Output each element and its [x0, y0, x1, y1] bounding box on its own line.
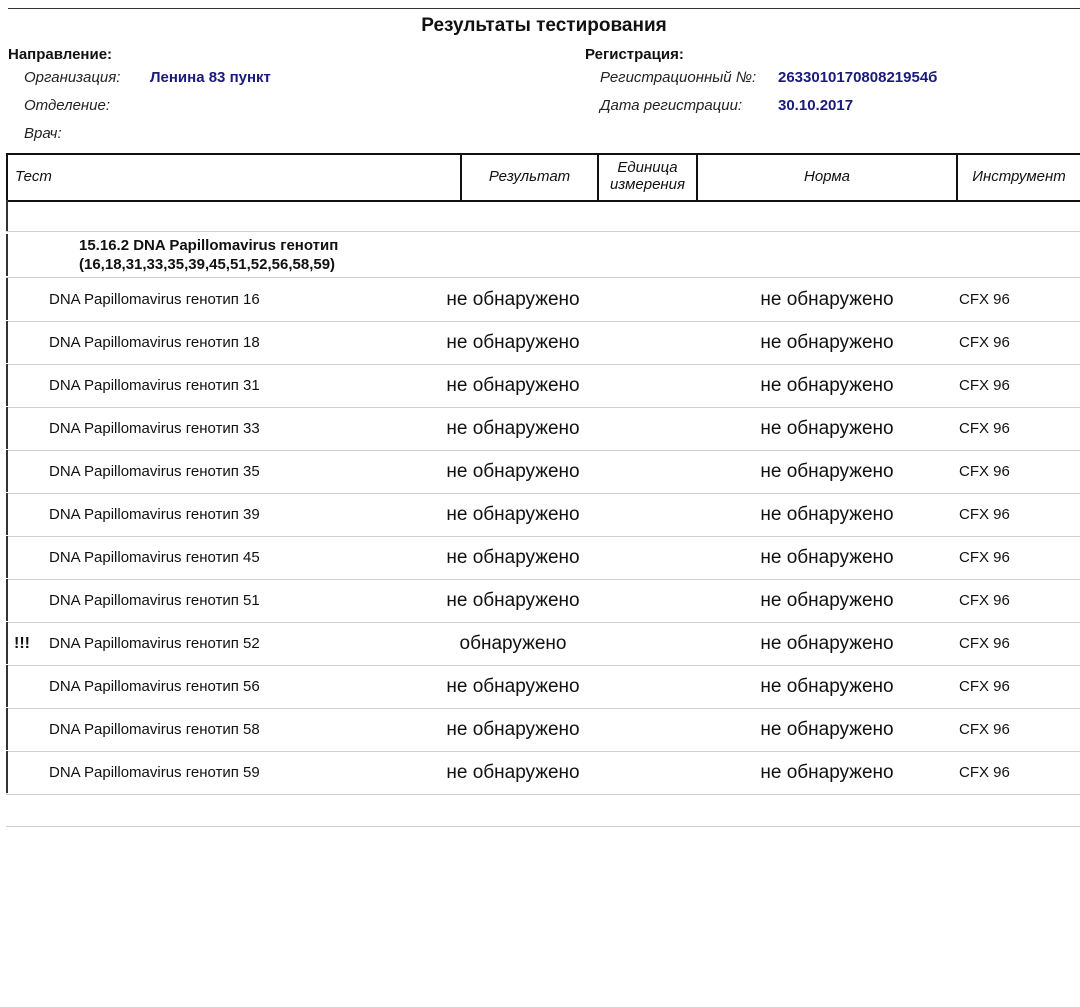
test-instrument: CFX 96: [959, 420, 1010, 437]
registration-number-label: Регистрационный №:: [600, 69, 757, 86]
row-left-border: [6, 364, 8, 406]
test-norm: не обнаружено: [760, 332, 894, 353]
test-name: DNA Papillomavirus генотип 33: [49, 420, 260, 437]
test-result: не обнаружено: [446, 504, 580, 525]
test-result: не обнаружено: [446, 676, 580, 697]
test-norm: не обнаружено: [760, 590, 894, 611]
test-instrument: CFX 96: [959, 635, 1010, 652]
test-result: не обнаружено: [446, 762, 580, 783]
test-name: DNA Papillomavirus генотип 52: [49, 635, 260, 652]
table-row: [0, 364, 1080, 407]
registration-date-value: 30.10.2017: [778, 97, 854, 114]
column-header-unit-line1: Единица: [617, 159, 678, 176]
table-row: [0, 579, 1080, 622]
test-result: не обнаружено: [446, 461, 580, 482]
department-label: Отделение:: [24, 97, 111, 114]
test-name: DNA Papillomavirus генотип 35: [49, 463, 260, 480]
test-group-title: [79, 236, 338, 274]
test-name: DNA Papillomavirus генотип 56: [49, 678, 260, 695]
table-row: [0, 708, 1080, 751]
row-left-border: [6, 536, 8, 578]
test-norm: не обнаружено: [760, 762, 894, 783]
test-name: DNA Papillomavirus генотип 39: [49, 506, 260, 523]
column-header-test: Тест: [15, 168, 52, 185]
row-left-border: [6, 579, 8, 621]
test-instrument: CFX 96: [959, 592, 1010, 609]
table-row: [0, 622, 1080, 665]
registration-date-label: Дата регистрации:: [600, 97, 743, 114]
table-row: [0, 751, 1080, 794]
column-header-unit: [599, 159, 696, 193]
row-left-border: [6, 321, 8, 363]
test-instrument: CFX 96: [959, 334, 1010, 351]
organization-value: Ленина 83 пункт: [150, 69, 271, 86]
test-name: DNA Papillomavirus генотип 58: [49, 721, 260, 738]
test-name: DNA Papillomavirus генотип 51: [49, 592, 260, 609]
test-norm: не обнаружено: [760, 375, 894, 396]
header-divider: [6, 153, 8, 200]
test-norm: не обнаружено: [760, 719, 894, 740]
column-header-unit-line2: измерения: [609, 176, 686, 193]
organization-label: Организация:: [24, 69, 121, 86]
test-result: не обнаружено: [446, 332, 580, 353]
test-instrument: CFX 96: [959, 377, 1010, 394]
row-left-border: [6, 751, 8, 793]
direction-heading: Направление:: [8, 46, 113, 63]
test-instrument: CFX 96: [959, 764, 1010, 781]
test-result: не обнаружено: [446, 719, 580, 740]
test-name: DNA Papillomavirus генотип 16: [49, 291, 260, 308]
test-result: не обнаружено: [446, 289, 580, 310]
doctor-label: Врач:: [24, 125, 62, 142]
row-left-border: [6, 665, 8, 707]
test-name: DNA Papillomavirus генотип 18: [49, 334, 260, 351]
table-row: [0, 450, 1080, 493]
test-norm: не обнаружено: [760, 461, 894, 482]
test-group-title-line2: (16,18,31,33,35,39,45,51,52,56,58,59): [79, 256, 336, 273]
test-norm: не обнаружено: [760, 676, 894, 697]
row-left-border: [6, 450, 8, 492]
column-header-result: Результат: [488, 168, 571, 185]
table-row: [0, 407, 1080, 450]
row-left-border: [6, 278, 8, 320]
test-instrument: CFX 96: [959, 291, 1010, 308]
top-rule: [8, 8, 1080, 9]
table-row: [0, 536, 1080, 579]
registration-number-value: 263301017080821954б: [778, 69, 938, 86]
row-divider: [6, 794, 1080, 795]
test-instrument: CFX 96: [959, 506, 1010, 523]
page-title: Результаты тестирования: [421, 15, 667, 36]
test-result: обнаружено: [459, 633, 567, 654]
row-left-border: [6, 234, 8, 276]
row-left-border: [6, 493, 8, 535]
test-instrument: CFX 96: [959, 549, 1010, 566]
table-row: [0, 321, 1080, 364]
test-norm: не обнаружено: [760, 633, 894, 654]
test-result: не обнаружено: [446, 547, 580, 568]
test-result: не обнаружено: [446, 590, 580, 611]
abnormal-flag: !!!: [14, 635, 30, 652]
table-row: [0, 665, 1080, 708]
test-norm: не обнаружено: [760, 504, 894, 525]
row-left-border: [6, 708, 8, 750]
row-left-border: [6, 622, 8, 664]
table-row: [0, 493, 1080, 536]
test-result: не обнаружено: [446, 418, 580, 439]
test-name: DNA Papillomavirus генотип 31: [49, 377, 260, 394]
test-group-title-line1: 15.16.2 DNA Papillomavirus генотип: [79, 237, 339, 254]
test-name: DNA Papillomavirus генотип 59: [49, 764, 260, 781]
test-norm: не обнаружено: [760, 418, 894, 439]
row-left-border: [6, 200, 8, 231]
test-result: не обнаружено: [446, 375, 580, 396]
registration-heading: Регистрация:: [585, 46, 684, 63]
test-instrument: CFX 96: [959, 678, 1010, 695]
column-header-norm: Норма: [804, 168, 850, 185]
test-norm: не обнаружено: [760, 289, 894, 310]
table-row: [0, 278, 1080, 321]
test-name: DNA Papillomavirus генотип 45: [49, 549, 260, 566]
test-instrument: CFX 96: [959, 463, 1010, 480]
test-instrument: CFX 96: [959, 721, 1010, 738]
row-left-border: [6, 407, 8, 449]
row-divider: [6, 231, 1080, 232]
test-norm: не обнаружено: [760, 547, 894, 568]
column-header-instrument: Инструмент: [972, 168, 1066, 185]
bottom-rule: [6, 826, 1080, 827]
